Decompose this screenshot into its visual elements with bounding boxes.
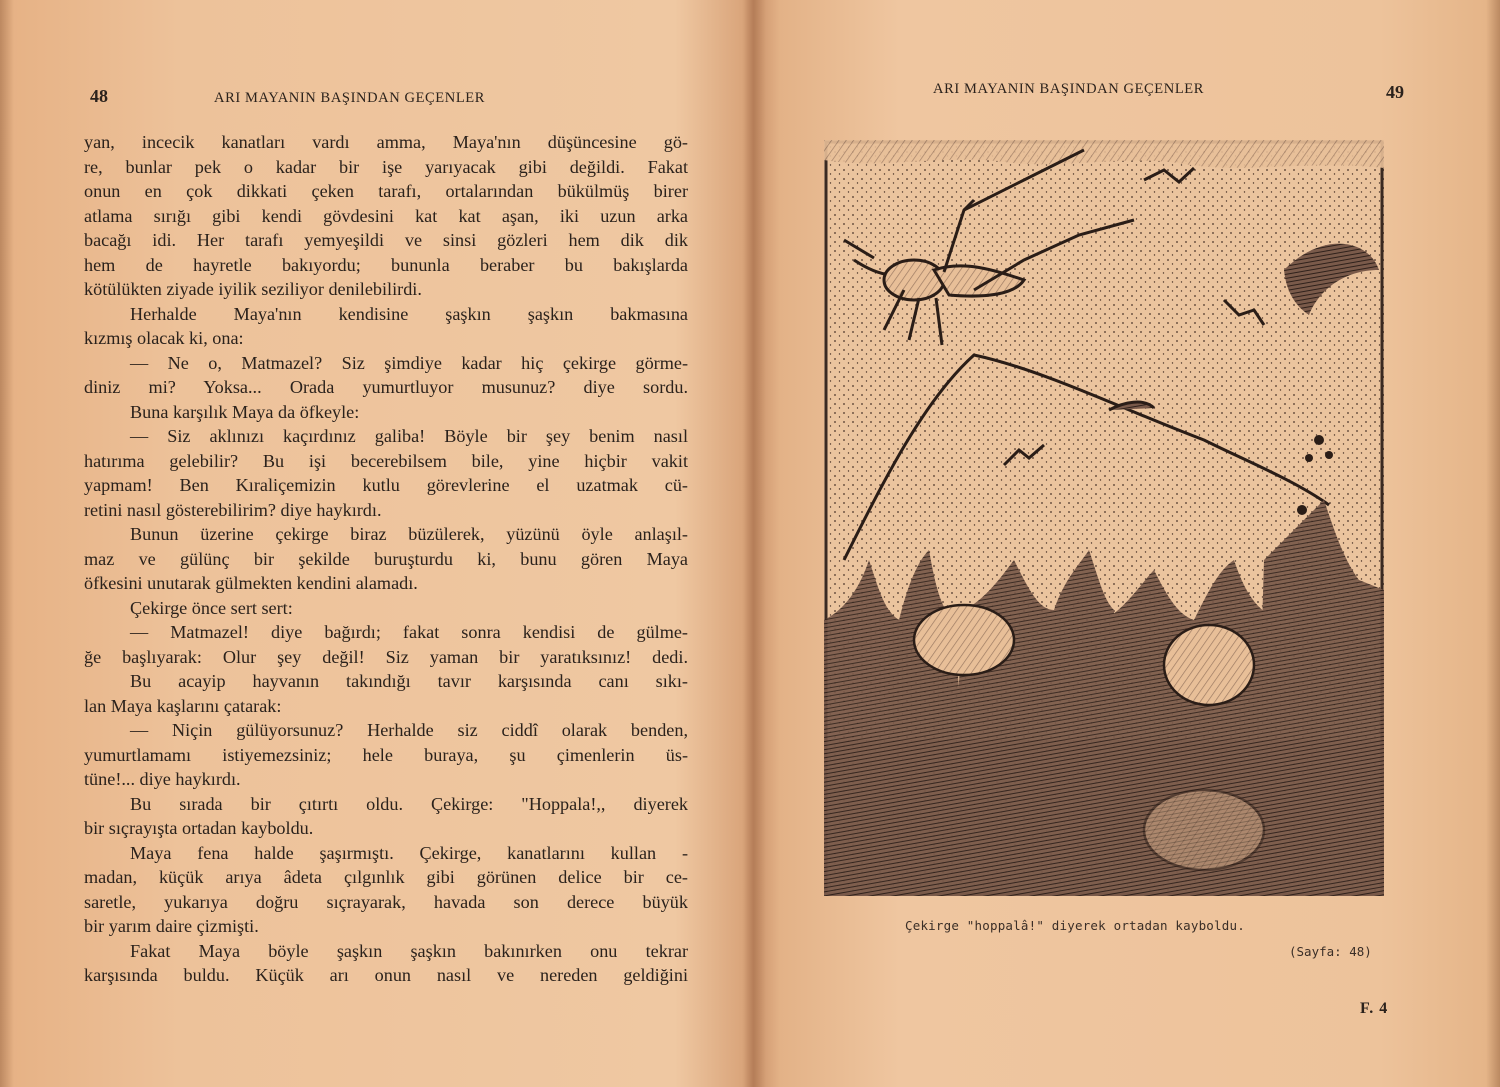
illustration-svg	[824, 140, 1384, 896]
text-line: retini nasıl gösterebilirim? diye haykırdı.	[84, 499, 382, 520]
text-line: atlama sırığı gibi kendi gövdesini kat kat aşan, iki uzun arka	[84, 205, 688, 226]
text-line: re, bunlar pek o kadar bir işe yarıyacak gibi değildi. Fakat	[84, 156, 688, 177]
text-line: saretle, yukarıya doğru sıçrayarak, havada son derece büyük	[84, 891, 688, 912]
text-line: Herhalde Maya'nın kendisine şaşkın şaşkın bakmasına	[130, 303, 688, 324]
meadow-ground	[824, 740, 1384, 896]
left-running-head: ARI MAYANIN BAŞINDAN GEÇENLER	[214, 90, 486, 106]
text-line: yumurtlamamı istiyemezsiniz; hele buraya, şu çimenlerin üs-	[84, 744, 688, 765]
text-line: hatırıma gelebilir? Bu işi becerebilsem bile, yine hiçbir vakit	[84, 450, 688, 471]
caption-source: (Sayfa: 48)	[1289, 944, 1372, 959]
signature-mark: F. 4	[1360, 1000, 1389, 1017]
text-line: onun en çok dikkati çeken tarafı, ortalarından bükülmüş birer	[84, 181, 688, 201]
text-line: ğe başlıyarak: Olur şey değil! Siz yaman bir yaratıksınız! dedi.	[84, 646, 688, 667]
text-line: bir sıçrayışta ortadan kayboldu.	[84, 818, 314, 838]
text-line: yan, incecik kanatları vardı amma, Maya'nın düşüncesine gö-	[84, 132, 688, 152]
text-line: Buna karşılık Maya da öfkeyle:	[130, 401, 360, 422]
text-line: kızmış olacak ki, ona:	[84, 328, 244, 348]
book-spine	[742, 0, 766, 1087]
text-line: diniz mi? Yoksa... Orada yumurtluyor musunuz? diye sordu.	[84, 377, 688, 397]
text-line: Bunun üzerine çekirge biraz büzülerek, yüzünü öyle anlaşıl-	[130, 524, 688, 544]
text-line: öfkesini unutarak gülmekten kendini alamadı.	[84, 573, 418, 593]
text-line: tüne!... diye haykırdı.	[84, 769, 241, 789]
page-edge-shadow-left	[0, 0, 14, 1087]
text-line: Çekirge önce sert sert:	[130, 597, 293, 618]
text-line: lan Maya kaşlarını çatarak:	[84, 695, 282, 716]
right-running-head: ARI MAYANIN BAŞINDAN GEÇENLER	[933, 81, 1205, 97]
page-edge-shadow-right	[1486, 0, 1500, 1087]
text-line: Bu sırada bir çıtırtı oldu. Çekirge: "Hoppala!,, diyerek	[130, 793, 688, 814]
text-line: Bu acayip hayvanın takındığı tavır karşısında canı sıkı-	[130, 671, 688, 691]
text-line: hem de hayretle bakıyordu; bununla beraber bu bakışlarda	[84, 254, 688, 275]
text-line: bacağı idi. Her tarafı yemyeşildi ve sinsi gözleri hem dik dik	[84, 230, 688, 250]
text-line: bir yarım daire çizmişti.	[84, 916, 259, 936]
illustration-caption: Çekirge "hoppalâ!" diyerek ortadan kayboldu.	[905, 918, 1245, 933]
text-line: — Siz aklınızı kaçırdınız galiba! Böyle bir şey benim nasıl	[130, 426, 688, 446]
text-line: karşısında buldu. Küçük arı onun nasıl ve nereden geldiğini	[84, 965, 688, 985]
text-line: madan, küçük arıya âdeta çılgınlık gibi görünen delice bir ce-	[84, 867, 688, 887]
left-page-body-text	[84, 130, 688, 988]
text-line: kötülükten ziyade iyilik seziliyor denilebilirdi.	[84, 279, 422, 299]
text-line: maz ve gülünç bir şekilde buruşturdu ki, bunu gören Maya	[84, 548, 688, 569]
text-line: — Ne o, Matmazel? Siz şimdiye kadar hiç çekirge görme-	[130, 352, 688, 373]
text-line: yapmam! Ben Kıraliçemizin kutlu görevlerine el uzatmak cü-	[84, 475, 688, 495]
grasshopper-illustration	[824, 140, 1384, 896]
text-line: Maya fena halde şaşırmıştı. Çekirge, kanatlarını kullan -	[130, 842, 688, 863]
right-page-number: 49	[1386, 82, 1404, 102]
text-line: Fakat Maya böyle şaşkın şaşkın bakınırken onu tekrar	[130, 940, 688, 961]
text-line: — Matmazel! diye bağırdı; fakat sonra kendisi de gülme-	[130, 622, 688, 642]
left-page-number: 48	[90, 86, 108, 106]
text-line: — Niçin gülüyorsunuz? Herhalde siz ciddî olarak benden,	[130, 720, 688, 740]
